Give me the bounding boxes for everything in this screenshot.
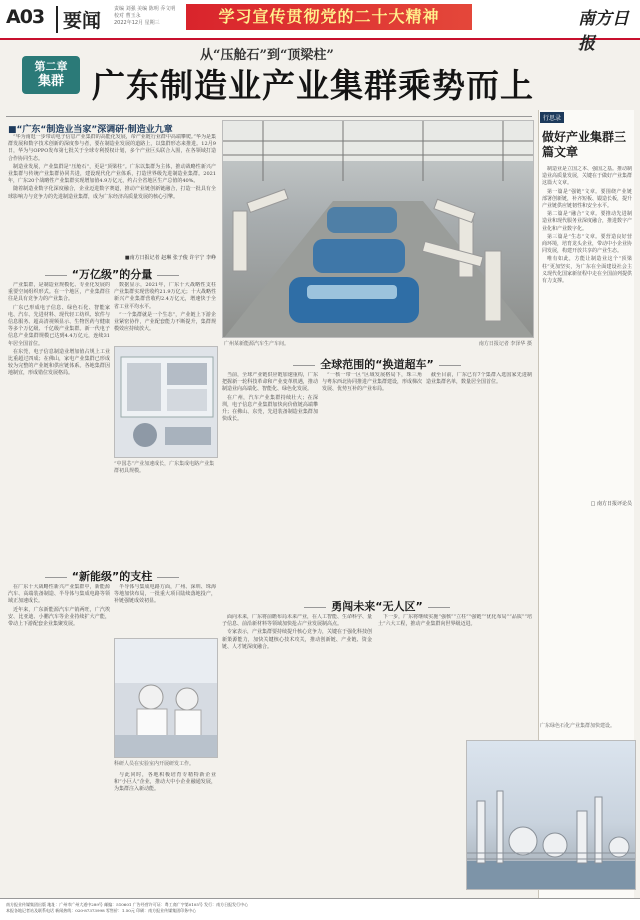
lead-paragraph: 制造业发展，产业集群是“压舱石”，更是“顶梁柱”。广东以集群为主体，推动战略性新兴产业集群与传统产业集群协同共进，建设现代化产业体系，打造世界级先进制造业集群。2021年，广东20个战略性产业集群实现增加值4.9万亿元，约占全省地区生产总值的40%。 bbox=[8, 163, 216, 185]
sidebar-paragraph: 制造业是立国之本、强国之基。推动制造业高质量发展，关键在于做好产业集群这篇大文章。 bbox=[542, 166, 632, 187]
section-3-col-1 bbox=[222, 372, 318, 592]
meta-line: 责编 刘强 美编 陈明 乔文明 bbox=[114, 6, 176, 12]
section-2-col-2b bbox=[114, 772, 216, 884]
footer bbox=[0, 898, 640, 920]
lab-illustration bbox=[115, 639, 218, 758]
sidebar-paragraph: 第二篇是“融合”文章。要推动先进制造业和现代服务业深度融合，推进数字产业化和产业数字化。 bbox=[542, 211, 632, 232]
paragraph: 广东已形成电子信息、绿色石化、智能家电、汽车、先进材料、现代轻工纺织、软件与信息服务、超高清视频显示、生物医药与健康等多个万亿级、千亿级产业集群。新一代电子信息产业集群规模已达到4.4万亿元，连续31年居全国首位。 bbox=[8, 304, 110, 347]
paragraph: 在广州，汽车产业集群持续壮大；在深圳，电子信息产业集群加快向价值链高端攀升；在佛山、东莞，先进装备制造业集群加快成长。 bbox=[222, 394, 318, 423]
petrochemical-illustration bbox=[467, 741, 636, 890]
paragraph: 半导体与集成电路方面，广州、深圳、珠海等地加快布局，一批重大项目陆续落地投产，补链强链成效初显。 bbox=[114, 584, 216, 605]
petrochemical-photo bbox=[466, 740, 636, 890]
sidebar-paragraph: 唯有如此，方能让制造业这个“顶梁柱”更加坚实，为广东在全面建设社会主义现代化国家新征程中走在全国前列提供有力支撑。 bbox=[542, 256, 632, 285]
section-heading-3: 全球范围的“换道超车” bbox=[222, 356, 532, 372]
chip-photo bbox=[114, 346, 218, 458]
section-3-col-3 bbox=[426, 372, 532, 592]
section-1-col-1 bbox=[8, 282, 110, 562]
edition-meta bbox=[114, 6, 176, 27]
sidebar-text bbox=[542, 166, 632, 496]
divider bbox=[6, 116, 532, 117]
lab-caption: 科研人员在实验室内开展研发工作。 bbox=[114, 761, 195, 767]
sidebar-paragraph: 第三篇是“生态”文章。要营造良好营商环境，培育龙头企业，带动中小企业协同发展，构建开放共享的产业生态。 bbox=[542, 233, 632, 255]
chapter-badge bbox=[22, 56, 80, 94]
paragraph: 与此同时，各地积极培育专精特新企业和“小巨人”企业，推动大中小企业融通发展，为集群注入新动能。 bbox=[114, 772, 216, 793]
paragraph: 在东莞，电子信息制造业增加值占规上工业比重超过四成；在佛山，家电产业集群已形成较为完整的产业链和供应链体系。各地集群因地制宜，形成错位发展格局。 bbox=[8, 348, 110, 377]
factory-photo bbox=[222, 120, 534, 338]
paragraph: 面向未来，广东将前瞻布局未来产业，在人工智能、生命科学、量子信息、前沿新材料等领域加快抢占产业发展制高点。 bbox=[222, 614, 372, 628]
sidebar-byline: □ 南方日报评论员 bbox=[590, 501, 632, 507]
section-2-col-2 bbox=[114, 584, 216, 634]
section-1-col-2 bbox=[114, 282, 216, 342]
section-3-col-2 bbox=[322, 372, 422, 592]
chip-illustration bbox=[115, 347, 218, 458]
sidebar-tag: 行思录 bbox=[540, 112, 564, 123]
section-name: 要闻 bbox=[56, 6, 101, 33]
paragraph: 专家表示，产业集群要持续提升核心竞争力，关键在于强化科技创新策源能力，加快关键核心技术攻关，推动创新链、产业链、资金链、人才链深度融合。 bbox=[222, 629, 372, 650]
petro-caption: 广东绿色石化产业集群加快建设。 bbox=[540, 723, 616, 729]
paragraph: 在广东十大战略性新兴产业集群中，新能源汽车、高端装备制造、半导体与集成电路等领域正加速成长。 bbox=[8, 584, 110, 605]
section-4-col-1 bbox=[222, 614, 372, 884]
paragraph: 近年来，广东新能源汽车产销两旺，广汽埃安、比亚迪、小鹏汽车等企业持续扩大产能，带动上下游配套企业集聚发展。 bbox=[8, 606, 110, 628]
footer-line: 本报各地记者站及联系电话 新闻热线：020-87373998 零售价：1.50元 印刷：南方报业传媒集团印务中心 bbox=[6, 907, 197, 913]
section-heading-1: “万亿级”的分量 bbox=[8, 266, 216, 282]
paragraph: 当前，全球产业链供应链加速重构，广东把握新一轮科技革命和产业变革机遇，推动制造业向高端化、智能化、绿色化发展。 bbox=[222, 372, 318, 393]
series-subhead: ■“广东“制造业当家”深调研·制造业九章 bbox=[8, 125, 173, 135]
paragraph: 截至目前，广东已有7个集群入选国家先进制造业集群名单，数量居全国首位。 bbox=[426, 372, 532, 386]
factory-illustration bbox=[223, 121, 534, 338]
section-heading-4: 勇闯未来“无人区” bbox=[222, 598, 532, 614]
lead-text bbox=[8, 134, 216, 252]
paragraph: 下一步，广东将继续实施“强核”“立柱”“强链”“优化布局”“品质”“培土”六大工程，推动产业集群向世界级迈进。 bbox=[378, 614, 532, 628]
chip-caption: “中国芯”产业加速成长，广东集成电路产业集群初具规模。 bbox=[114, 461, 215, 474]
section-2-col-1 bbox=[8, 584, 110, 884]
lead-paragraph: 随着制造业数字化深度融合，企业迈进数字赛道，推动产业链创新链融合，打造一批具有全球影响力与竞争力的先进制造业集群，成为广东经济高质量发展的核心引擎。 bbox=[8, 186, 216, 200]
meta-line: 校对 曹玉永 bbox=[114, 13, 141, 19]
photo-caption: 广州某新能源汽车生产车间。 bbox=[224, 341, 290, 347]
paragraph: “一核一带一区”区域发展格局下，珠三角与粤东西北协同推进产业集群建设，形成梯次发展、优势互补的产业布局。 bbox=[322, 372, 422, 393]
kicker: 从“压舱石”到“顶梁柱” bbox=[200, 48, 334, 63]
footer-line: 南方报业传媒集团出版 地址：广州市广州大道中289号 邮编：510601 广告经营许可证：粤工商广字第0105号 发行：南方日报发行中心 bbox=[6, 902, 249, 907]
page-title: 广东制造业产业集群乘势而上 bbox=[92, 66, 534, 105]
byline: ■南方日报记者 赵琳 张子俊 许宇宁 李峥 bbox=[124, 255, 216, 261]
lead-paragraph: “华为南逛一步带动电子信息产业集群的高能化发展，帝产业链行业群中高端攀爬。”华为是集群发展和数字技术创新的深度参与者，要在制造业发展的道路上，以集群形态来推进。12月9日，华为与OPPO发布第七批关于全球专利授权计划，多个产业巨头联合入围，在各领域打造合作协同生态。 bbox=[8, 134, 216, 162]
photo-credit: 南方日报记者 李泽华 摄 bbox=[478, 341, 532, 347]
sidebar-title: 做好产业集群三篇文章 bbox=[542, 130, 627, 159]
sidebar-paragraph: 第一篇是“强链”文章。要围绕产业链部署创新链，补齐短板、锻造长板，提升产业链供应链韧性和安全水平。 bbox=[542, 188, 632, 210]
paragraph: “一个集群就是一个生态”，产业链上下游企业紧密协作，产业配套能力不断提升，集群规模效应持续放大。 bbox=[114, 311, 216, 333]
lab-photo bbox=[114, 638, 218, 758]
newspaper-logo: 南方日报 bbox=[578, 9, 629, 54]
meta-line: 2022年12月 星期三 bbox=[114, 20, 160, 26]
theme-banner: 学习宣传贯彻党的二十大精神 bbox=[186, 4, 472, 30]
page-number: A03 bbox=[6, 6, 45, 28]
paragraph: 数据显示，2021年，广东十大战略性支柱产业集群实现营收约21.9万亿元；十大战略性新兴产业集群营收约2.4万亿元，增速快于全省工业平均水平。 bbox=[114, 282, 216, 310]
section-heading-2: “新能级”的支柱 bbox=[8, 568, 216, 584]
paragraph: 产业集群，是制造业规模化、专业化发展的重要空间组织形式。在一个地区，产业集群往往是具有竞争力的产业集合。 bbox=[8, 282, 110, 303]
chapter-label: 第二章 bbox=[34, 60, 68, 73]
chapter-sub-label: 集群 bbox=[37, 74, 64, 89]
